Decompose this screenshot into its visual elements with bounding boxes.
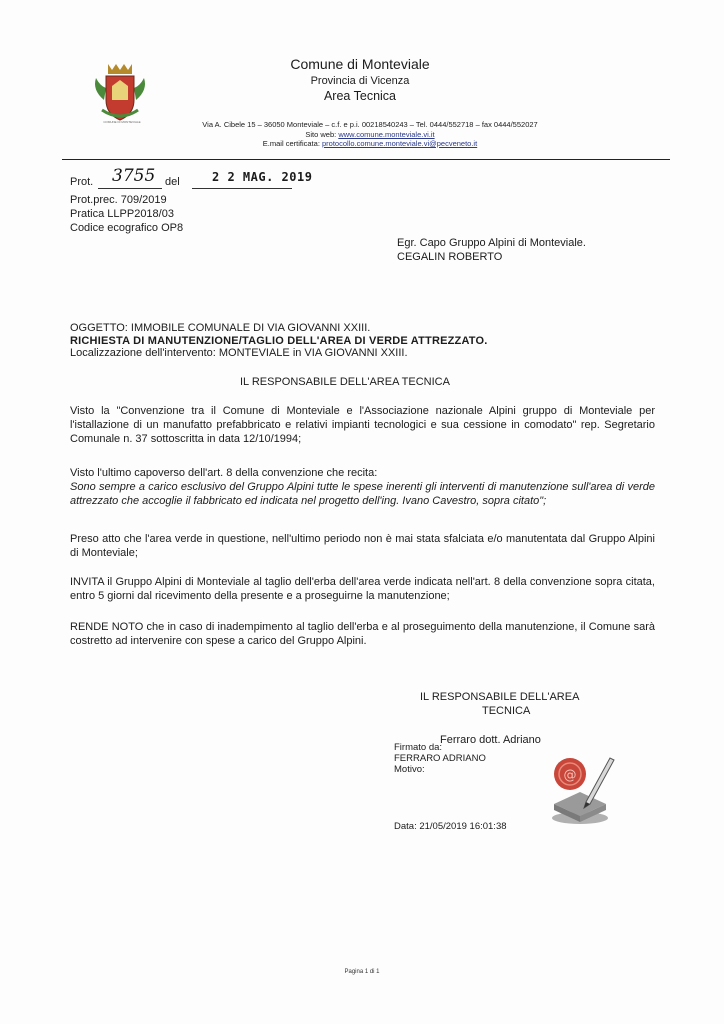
signed-by-name: FERRARO ADRIANO	[394, 753, 486, 764]
department-name: Area Tecnica	[323, 89, 397, 103]
digital-signature-block	[394, 742, 486, 775]
website-link[interactable]: www.comune.monteviale.vi.it	[338, 129, 435, 139]
reason-label: Motivo:	[394, 764, 425, 775]
paragraph-convention: Visto la "Convenzione tra il Comune di Monteviale e l'Associazione nazionale Alpini gruppo di Monteviale per l'istallazione di un manufatto prefabbricato e relativi impianti tecnologici e sua cessione in comodato" rep. Segretario Comunale n. 37 sottoscritta in data 12/10/1994;	[70, 405, 655, 445]
subject-line-1: OGGETTO: IMMOBILE COMUNALE DI VIA GIOVANNI XXIII.	[70, 322, 371, 334]
date-stamp: 2 2 MAG. 2019	[212, 170, 313, 184]
paragraph-article-8	[70, 466, 655, 508]
pec-link[interactable]: protocollo.comune.monteviale.vi@pecveneto.it	[321, 139, 478, 148]
page-footer: Pagina 1 di 1	[344, 969, 380, 975]
paragraph-invita: INVITA il Gruppo Alpini di Monteviale al taglio dell'erba dell'area verde indicata nell'art. 8 della convenzione sopra citata, entro 5 giorni dal ricevimento della presente e a proseguirne la manutenzione;	[70, 576, 655, 602]
eco-code: Codice ecografico OP8	[70, 222, 184, 234]
digital-seal-icon	[540, 752, 620, 828]
subject-block	[70, 322, 630, 360]
website-label: Sito web:	[305, 129, 339, 139]
address-line: Via A. Cibele 15 – 36050 Monteviale – c.f. e p.i. 00218540243 – Tel. 0444/552718 – fax 0444/552027	[202, 120, 538, 129]
prot-underline	[98, 188, 162, 189]
prot-label: Prot.	[70, 176, 94, 188]
recipient-block	[397, 236, 586, 264]
crest-caption: COMUNE DI MONTEVIALE	[103, 120, 141, 124]
contact-block	[160, 120, 580, 149]
header-divider	[62, 159, 670, 160]
website-line	[160, 130, 580, 140]
paragraph-rende-noto: RENDE NOTO che in caso di inadempimento al taglio dell'erba e al proseguimento della manutenzione, il Comune sarà costretto ad intervenire con spese a carico del Gruppo Alpini.	[70, 621, 655, 647]
del-label: del	[165, 176, 180, 188]
prev-protocol: Prot.prec. 709/2019	[70, 194, 167, 206]
signature-heading-line-1: IL RESPONSABILE DELL'AREA	[420, 691, 580, 703]
municipality-name: Comune di Monteviale	[290, 56, 430, 72]
svg-text:@: @	[563, 768, 577, 783]
article-intro: Visto l'ultimo capoverso dell'art. 8 della convenzione che recita:	[70, 467, 378, 479]
recipient-line-2: CEGALIN ROBERTO	[397, 251, 503, 263]
signature-date: Data: 21/05/2019 16:01:38	[394, 821, 507, 832]
paragraph-acknowledgement: Preso atto che l'area verde in questione, nell'ultimo periodo non è mai stata sfalciata e/o manutentata dal Gruppo Alpini di Monteviale;	[70, 533, 655, 559]
province-name: Provincia di Vicenza	[310, 75, 410, 87]
practice-number: Pratica LLPP2018/03	[70, 208, 174, 220]
signature-heading-line-2: TECNICA	[482, 705, 531, 717]
body-heading: IL RESPONSABILE DELL'AREA TECNICA	[240, 376, 450, 388]
pec-label: E.mail certificata:	[262, 139, 322, 148]
date-underline	[192, 188, 292, 189]
signed-by-label: Firmato da:	[394, 742, 443, 753]
prot-number-handwritten: 3755	[112, 166, 156, 186]
signature-heading	[420, 690, 579, 718]
subject-line-3: Localizzazione dell'intervento: MONTEVIALE in VIA GIOVANNI XXIII.	[70, 347, 408, 359]
article-quote: Sono sempre a carico esclusivo del Gruppo Alpini tutte le spese inerenti gli interventi di manutenzione sull'area di verde attrezzato che accoglie il fabbricato ed indicata nel progetto dell'ing. Ivano Cavestro, sopra citato";	[70, 481, 655, 507]
signer-name: Ferraro dott. Adriano	[440, 734, 541, 746]
pec-line	[160, 139, 580, 149]
subject-line-2: RICHIESTA DI MANUTENZIONE/TAGLIO DELL'AREA DI VERDE ATTREZZATO.	[70, 334, 488, 347]
protocol-meta	[70, 193, 183, 235]
recipient-line-1: Egr. Capo Gruppo Alpini di Monteviale.	[397, 237, 586, 249]
